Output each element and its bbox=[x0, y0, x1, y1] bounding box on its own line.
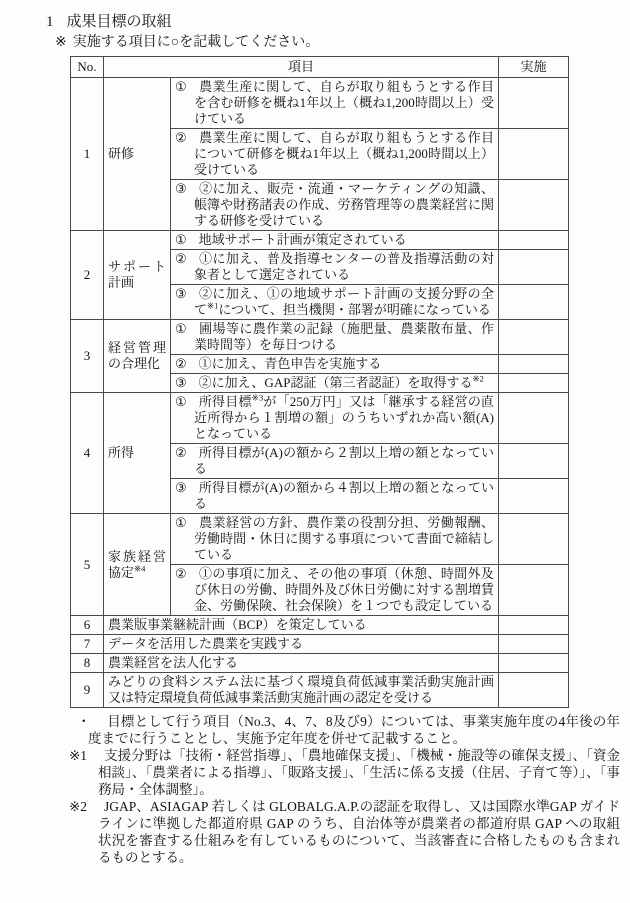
reference-mark: ※2 bbox=[472, 373, 484, 384]
item-text bbox=[175, 181, 494, 229]
table-row bbox=[71, 635, 569, 654]
item-body: 圃場等に農作業の記録（施肥量、農薬散布量、作業時間等）を毎日つける bbox=[194, 321, 495, 352]
item-body: ②に加え、①の地域サポート計画の支援分野の全て bbox=[194, 286, 495, 317]
item-cell: 農業版事業継続計画（BCP）を策定している bbox=[104, 616, 499, 635]
note-ref-1 bbox=[69, 747, 620, 798]
instruction-line bbox=[0, 33, 630, 53]
item-cell bbox=[171, 444, 499, 479]
item-body: について、担当機関・部署が明確になっている bbox=[218, 302, 491, 317]
section-number: 1 bbox=[46, 14, 54, 30]
header-done: 実施 bbox=[499, 57, 569, 78]
header-item: 項目 bbox=[104, 57, 499, 78]
item-body: ②に加え、GAP認証（第三者認証）を取得する bbox=[198, 375, 473, 390]
item-body: が「250万円」又は「継承する経営の直近所得から１割増の額」のうちいずれか高い額(A)となっている bbox=[194, 394, 495, 441]
table-row bbox=[71, 231, 569, 250]
item-text bbox=[175, 480, 494, 512]
item-text bbox=[175, 130, 494, 178]
instruction-marker: ※ bbox=[55, 35, 67, 50]
category-label: 家族経営協定 bbox=[108, 548, 166, 580]
section-title-text: 成果目標の取組 bbox=[66, 14, 172, 30]
done-cell bbox=[499, 231, 569, 250]
done-cell bbox=[499, 565, 569, 616]
category-label: 所得 bbox=[108, 445, 135, 460]
category-cell bbox=[104, 78, 171, 231]
footnotes bbox=[69, 713, 620, 866]
item-cell: みどりの食料システム法に基づく環境負荷低減事業活動実施計画又は特定環境負荷低減事業活動実施計画の認定を受ける bbox=[104, 673, 499, 708]
item-body: ①に加え、普及指導センターの普及指導活動の対象者として選定されている bbox=[194, 251, 495, 282]
item-number: ② bbox=[175, 251, 188, 266]
item-text bbox=[175, 375, 494, 391]
results-table bbox=[70, 56, 569, 708]
item-body: 農業生産に関して、自らが取り組もうとする作目について研修を概ね1年以上（概ね1,200時間以上）受けている bbox=[194, 130, 495, 177]
done-cell bbox=[499, 654, 569, 673]
done-cell bbox=[499, 444, 569, 479]
done-cell bbox=[499, 514, 569, 565]
row-number: 5 bbox=[71, 514, 104, 616]
done-cell bbox=[499, 250, 569, 285]
done-cell bbox=[499, 285, 569, 320]
done-cell bbox=[499, 78, 569, 129]
done-cell bbox=[499, 479, 569, 514]
category-label: 研修 bbox=[108, 146, 135, 161]
item-number: ③ bbox=[175, 286, 188, 301]
item-body: 所得目標が(A)の額から４割以上増の額となっている bbox=[194, 480, 495, 511]
item-cell bbox=[171, 374, 499, 393]
done-cell bbox=[499, 374, 569, 393]
row-number: 8 bbox=[71, 654, 104, 673]
row-number: 3 bbox=[71, 320, 104, 393]
item-body: ①の事項に加え、その他の事項（休憩、時間外及び休日の労働、時間外及び休日労働に対する割増賃金、労働保険、社会保険）を１つでも設定している bbox=[194, 566, 495, 613]
table-header-row bbox=[71, 57, 569, 78]
item-cell bbox=[171, 180, 499, 231]
item-body: 農業経営の方針、農作業の役割分担、労働報酬、労働時間・休日に関する事項について書面で締結している bbox=[194, 515, 495, 562]
done-cell bbox=[499, 180, 569, 231]
table-row bbox=[71, 78, 569, 129]
item-cell: データを活用した農業を実践する bbox=[104, 635, 499, 654]
item-text bbox=[175, 566, 494, 614]
reference-mark: ※3 bbox=[251, 392, 264, 403]
table-row bbox=[71, 616, 569, 635]
item-cell bbox=[171, 231, 499, 250]
table-row bbox=[71, 673, 569, 708]
item-text bbox=[175, 232, 494, 248]
item-number: ② bbox=[175, 445, 187, 460]
item-number: ③ bbox=[175, 480, 187, 495]
item-number: ① bbox=[175, 79, 188, 94]
item-body: ②に加え、販売・流通・マーケティングの知識、帳簿や財務諸表の作成、労務管理等の農業経営に関する研修を受けている bbox=[194, 181, 495, 228]
item-text bbox=[175, 394, 494, 442]
row-number: 2 bbox=[71, 231, 104, 320]
done-cell bbox=[499, 129, 569, 180]
item-body: 所得目標が(A)の額から２割以上増の額となっている bbox=[194, 445, 495, 476]
table-row bbox=[71, 393, 569, 444]
page-title bbox=[0, 12, 630, 33]
done-cell bbox=[499, 673, 569, 708]
item-number: ① bbox=[175, 321, 188, 336]
category-cell bbox=[104, 231, 171, 320]
done-cell bbox=[499, 635, 569, 654]
row-number: 9 bbox=[71, 673, 104, 708]
item-cell: 農業経営を法人化する bbox=[104, 654, 499, 673]
item-text bbox=[175, 515, 494, 563]
done-cell bbox=[499, 320, 569, 355]
reference-mark: ※4 bbox=[134, 563, 146, 574]
item-cell bbox=[171, 355, 499, 374]
header-no: No. bbox=[71, 57, 104, 78]
item-cell bbox=[171, 285, 499, 320]
item-number: ② bbox=[175, 356, 187, 371]
note-ref-2 bbox=[69, 798, 620, 866]
note-marker: ※1 bbox=[69, 748, 88, 763]
item-body: ①に加え、青色申告を実施する bbox=[198, 356, 382, 371]
item-number: ① bbox=[175, 394, 187, 409]
row-number: 7 bbox=[71, 635, 104, 654]
item-cell bbox=[171, 78, 499, 129]
category-label: サポート計画 bbox=[108, 259, 166, 290]
table-row bbox=[71, 320, 569, 355]
category-label: 経営管理の合理化 bbox=[108, 340, 166, 371]
row-number: 4 bbox=[71, 393, 104, 514]
item-cell bbox=[171, 479, 499, 514]
done-cell bbox=[499, 616, 569, 635]
item-cell bbox=[171, 565, 499, 616]
item-text bbox=[175, 251, 494, 283]
item-cell bbox=[171, 320, 499, 355]
done-cell bbox=[499, 355, 569, 374]
item-body: 所得目標 bbox=[198, 394, 252, 409]
item-number: ② bbox=[175, 566, 188, 581]
item-number: ③ bbox=[175, 181, 188, 196]
item-text bbox=[175, 445, 494, 477]
item-number: ③ bbox=[175, 375, 187, 390]
note-text: 目標として行う項目（No.3、4、7、8及び9）については、事業実施年度の4年後の年度までに行うこととし、実施予定年度を併せて記載すること。 bbox=[88, 714, 620, 746]
item-text bbox=[175, 356, 494, 372]
note-marker: ・ bbox=[77, 714, 91, 729]
item-body: 地域サポート計画が策定されている bbox=[198, 232, 407, 247]
item-number: ② bbox=[175, 130, 188, 145]
item-text bbox=[175, 286, 494, 318]
category-cell bbox=[104, 393, 171, 514]
item-number: ① bbox=[175, 515, 188, 530]
category-cell bbox=[104, 320, 171, 393]
note-text: 支援分野は「技術・経営指導」、「農地確保支援」、「機械・施設等の確保支援」、「資金相談」、「農業者による指導」、「販路支援」、「生活に係る支援（住居、子育て等）」、「事務局・全体調整」。 bbox=[98, 748, 620, 797]
item-text bbox=[175, 79, 494, 127]
row-number: 6 bbox=[71, 616, 104, 635]
instruction-text: 実施する項目に○を記載してください。 bbox=[72, 35, 320, 50]
note-text: JGAP、ASIAGAP 若しくは GLOBALG.A.P.の認証を取得し、又は国際水準GAP ガイドラインに準拠した都道府県 GAP のうち、自治体等が農業者の都道府県 GAP への取組状況を審査する仕組みを有しているものについて、当該審査に合格したものも含まれるものとする。 bbox=[98, 799, 620, 865]
note-marker: ※2 bbox=[69, 799, 88, 814]
category-cell bbox=[104, 514, 171, 616]
item-text bbox=[175, 321, 494, 353]
item-number: ① bbox=[175, 232, 187, 247]
row-number: 1 bbox=[71, 78, 104, 231]
item-cell bbox=[171, 393, 499, 444]
item-body: 農業生産に関して、自らが取り組もうとする作目を含む研修を概ね1年以上（概ね1,200時間以上）受けている bbox=[194, 79, 495, 126]
table-row bbox=[71, 654, 569, 673]
item-cell bbox=[171, 250, 499, 285]
done-cell bbox=[499, 393, 569, 444]
item-cell bbox=[171, 514, 499, 565]
note-bullet bbox=[69, 713, 620, 747]
table-row bbox=[71, 514, 569, 565]
item-cell bbox=[171, 129, 499, 180]
reference-mark: ※1 bbox=[207, 300, 219, 311]
